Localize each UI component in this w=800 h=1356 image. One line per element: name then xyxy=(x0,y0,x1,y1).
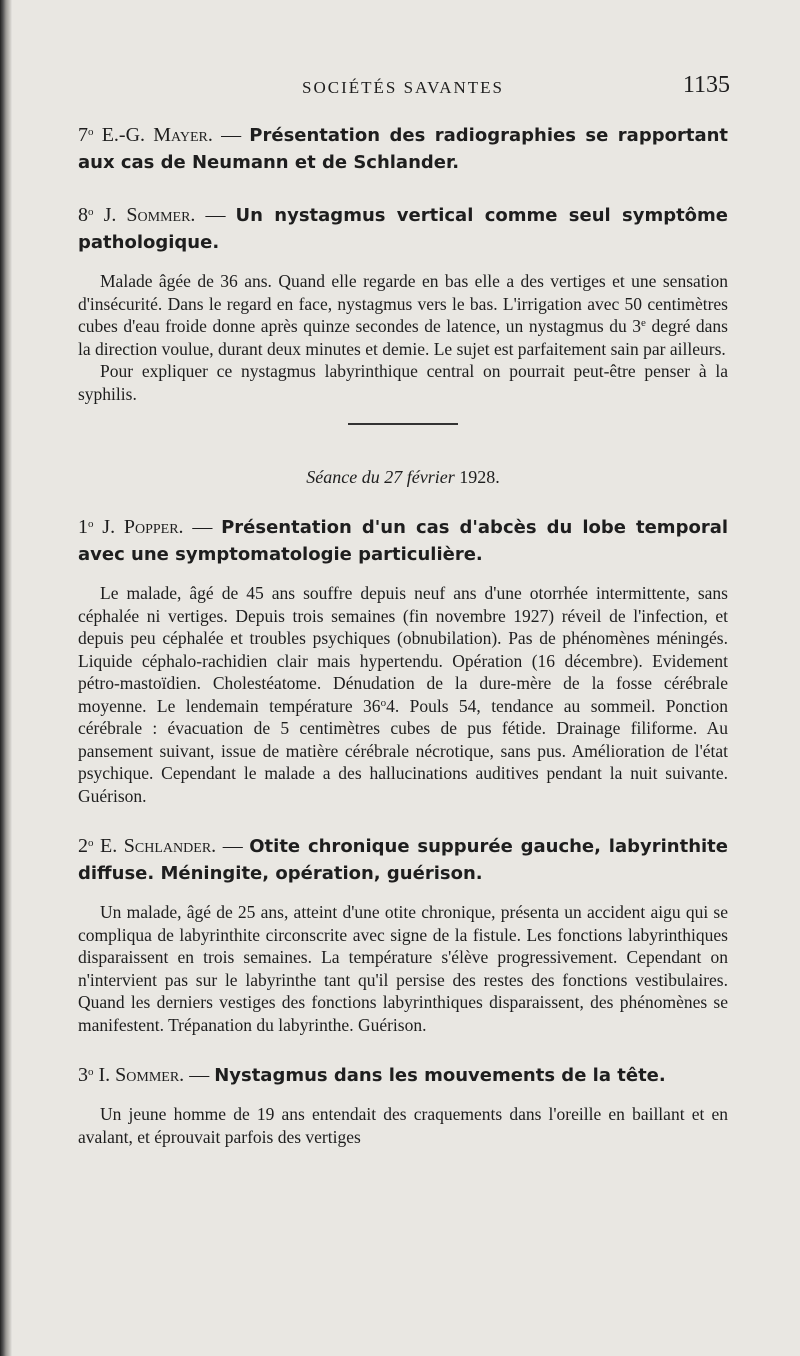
entry-number: 7 xyxy=(78,124,88,146)
entry-number: 8 xyxy=(78,204,88,226)
entry-dash: — xyxy=(205,204,226,226)
entry-7-heading xyxy=(78,122,728,176)
entry-author: J. Popper. xyxy=(102,516,184,538)
entry-8-heading xyxy=(78,202,728,256)
entry-2-paragraph-1: Un malade, âgé de 25 ans, atteint d'une otite chronique, présenta un accident aigu qui se compliqua de labyrinthite circonscrite avec signe de la fistule. Les fonctions labyrinthiques disparaissent en trois semaines. La température s'élève progressivement. Cependant on n'intervient pas sur le labyrinthe tant qu'il persise des restes des fonctions vestibulaires. Quand les derniers vestiges des fonctions labyrinthiques disparaissent, des phénomènes se manifestent. Trépanation du labyrinthe. Guérison. xyxy=(78,902,728,1035)
running-title: SOCIÉTÉS SAVANTES xyxy=(302,78,504,97)
entry-title: Présentation des radiographies se rapportant aux cas de Neumann et de Schlander. xyxy=(78,125,729,173)
binding-edge xyxy=(0,0,12,1356)
entry-8-paragraph-1: Malade âgée de 36 ans. Quand elle regarde en bas elle a des vertiges et une sensation d'insécurité. Dans le regard en face, nystagmus vers le bas. L'irrigation avec 50 centimètres cubes d'eau froide donne après quinze secondes de latence, un nystagmus du 3e degré dans la direction voulue, durant deux minutes et demie. Le sujet est parfaitement sain par ailleurs. xyxy=(78,271,728,359)
ordinal-mark: o xyxy=(88,837,94,849)
entry-number: 3 xyxy=(78,1064,88,1086)
entry-number: 1 xyxy=(78,516,88,538)
entry-author: J. Sommer. xyxy=(103,204,196,226)
page-header xyxy=(78,70,728,110)
ordinal-mark: o xyxy=(88,518,94,530)
entry-author: E.-G. Mayer. xyxy=(101,124,213,146)
entry-1-paragraph-1: Le malade, âgé de 45 ans souffre depuis neuf ans d'une otorrhée intermittente, sans céphalée ni vertiges. Depuis trois semaines (fin novembre 1927) réveil de l'infection, et depuis peu céphalée et troubles psychiques (obnubilation). Pas de phénomènes méningés. Liquide céphalo-rachidien clair mais hypertendu. Opération (16 décembre). Evidement pétro-mastoïdien. Cholestéatome. Dénudation de la dure-mère de la fosse cérébrale moyenne. Le lendemain température 36$^o$4. Pouls 54, tendance au sommeil. Ponction cérébrale : évacuation de 5 centimètres cubes de pus fétide. Drainage filiforme. Au pansement suivant, issue de matière cérébrale nécrotique, sans pus. Amélioration de l'état psychique. Cependant le malade a des hallucinations auditives pendant la nuit suivante. Guérison. xyxy=(78,583,728,806)
entry-dash: — xyxy=(221,124,242,146)
section-divider xyxy=(348,423,458,425)
entry-dash: — xyxy=(189,1064,210,1086)
entry-3-heading xyxy=(78,1062,728,1089)
entry-3-paragraph-1: Un jeune homme de 19 ans entendait des craquements dans l'oreille en baillant et en avalant, et éprouvait parfois des vertiges xyxy=(78,1104,728,1147)
ordinal-mark: o xyxy=(88,126,94,138)
session-date: Séance du 27 février 1928. xyxy=(306,467,500,487)
entry-2-heading xyxy=(78,833,728,887)
page-number: 1135 xyxy=(682,72,730,98)
journal-page xyxy=(78,70,728,1148)
entry-1-heading xyxy=(78,514,728,568)
entry-number: 2 xyxy=(78,835,88,857)
ordinal-mark: o xyxy=(88,1066,94,1078)
entry-author: E. Schlander. xyxy=(100,835,217,857)
entry-author: I. Sommer. xyxy=(98,1064,185,1086)
entry-title: Un nystagmus vertical comme seul symptôme pathologique. xyxy=(78,205,729,253)
entry-dash: — xyxy=(192,516,213,538)
entry-title: Présentation d'un cas d'abcès du lobe temporal avec une symptomatologie particulière. xyxy=(78,517,729,565)
ordinal-mark: o xyxy=(88,206,94,218)
entry-8-paragraph-2: Pour expliquer ce nystagmus labyrinthique central on pourrait peut-être penser à la syphilis. xyxy=(78,361,728,404)
entry-title: Otite chronique suppurée gauche, labyrinthite diffuse. Méningite, opération, guérison. xyxy=(78,836,728,884)
entry-dash: — xyxy=(222,835,243,857)
entry-title: Nystagmus dans les mouvements de la tête. xyxy=(214,1065,666,1086)
